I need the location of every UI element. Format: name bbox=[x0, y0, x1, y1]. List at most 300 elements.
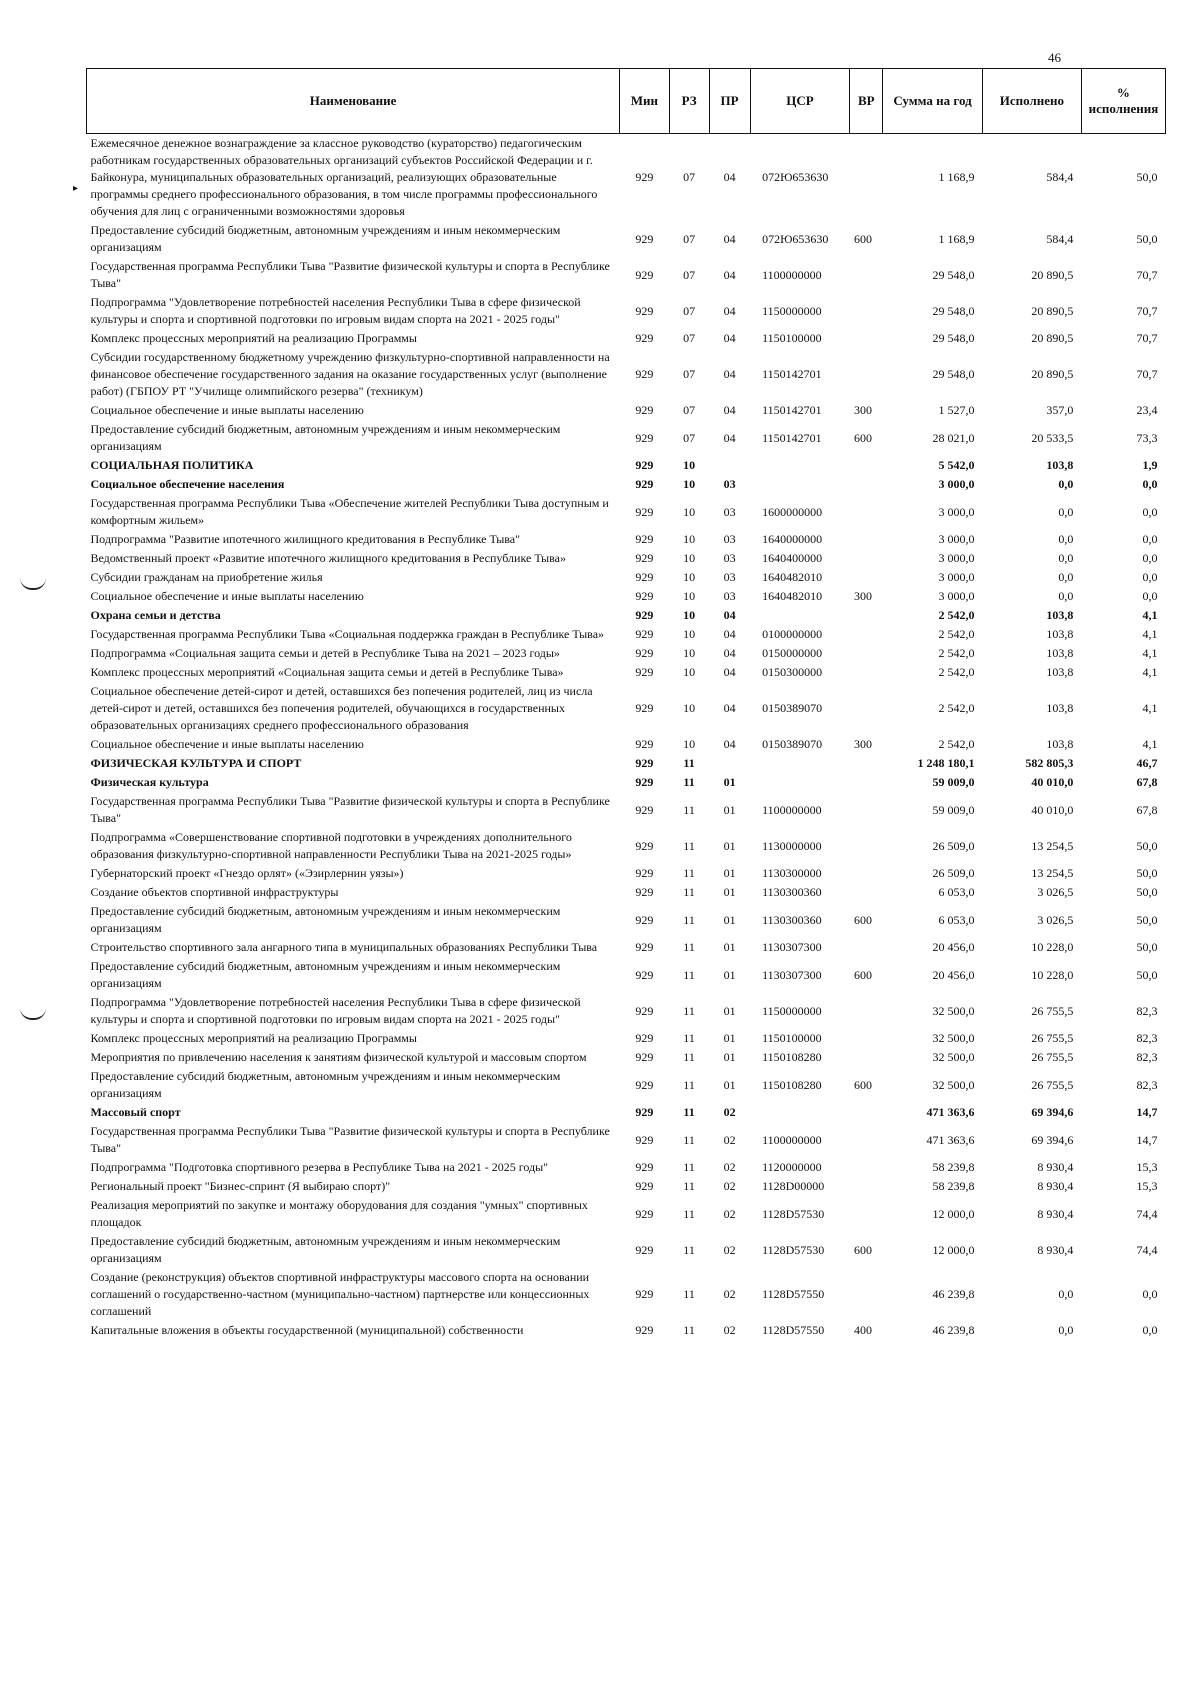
cell-sum: 2 542,0 bbox=[938, 608, 975, 622]
cell-min: 929 bbox=[635, 1323, 654, 1337]
cell-sum: 32 500,0 bbox=[932, 1031, 975, 1045]
cell-min: 929 bbox=[635, 1050, 654, 1064]
cell-pr: 01 bbox=[723, 1050, 736, 1064]
cell-sum: 1 168,9 bbox=[938, 170, 975, 184]
cell-pct: 4,1 bbox=[1142, 627, 1158, 641]
cell-sum: 471 363,6 bbox=[926, 1105, 975, 1119]
table-row bbox=[87, 1122, 1166, 1158]
cell-name: СОЦИАЛЬНАЯ ПОЛИТИКА bbox=[90, 458, 254, 472]
cell-vr bbox=[850, 864, 883, 883]
cell-vr bbox=[850, 1196, 883, 1232]
cell-name: Создание объектов спортивной инфраструктуры bbox=[90, 885, 339, 899]
cell-pct: 4,1 bbox=[1142, 701, 1158, 715]
cell-name: Предоставление субсидий бюджетным, автономным учреждениям и иным некоммерческим организациям bbox=[90, 1069, 561, 1100]
cell-pct: 0,0 bbox=[1142, 1323, 1158, 1337]
cell-min: 929 bbox=[635, 1132, 654, 1147]
cell-sum: 32 500,0 bbox=[932, 1050, 975, 1064]
cell-csr: 1150000000 bbox=[762, 303, 822, 318]
table-row bbox=[87, 1103, 1166, 1122]
cell-pr bbox=[709, 456, 750, 475]
cell-csr: 1640400000 bbox=[762, 551, 823, 565]
cell-min: 929 bbox=[635, 403, 654, 417]
cell-pct: 70,7 bbox=[1136, 331, 1158, 345]
cell-sum: 6 053,0 bbox=[938, 885, 975, 899]
cell-vr: 600 bbox=[853, 430, 872, 445]
table-row bbox=[87, 864, 1166, 883]
cell-sum: 29 548,0 bbox=[932, 303, 975, 318]
cell-csr: 072Ю653630 bbox=[762, 170, 829, 184]
cell-min: 929 bbox=[635, 331, 654, 345]
cell-pct: 67,8 bbox=[1136, 802, 1158, 817]
cell-pr: 01 bbox=[723, 967, 736, 982]
table-row bbox=[87, 134, 1166, 222]
cell-name: Предоставление субсидий бюджетным, автономным учреждениям и иным некоммерческим организациям bbox=[90, 223, 561, 254]
cell-sum: 1 248 180,1 bbox=[917, 756, 975, 770]
cell-pct: 4,1 bbox=[1142, 646, 1158, 660]
cell-done: 584,4 bbox=[1046, 231, 1074, 246]
cell-done: 0,0 bbox=[1058, 532, 1074, 546]
cell-vr bbox=[850, 348, 883, 401]
cell-pr: 04 bbox=[723, 608, 736, 622]
cell-vr: 600 bbox=[853, 967, 872, 982]
cell-pr: 04 bbox=[723, 403, 736, 417]
cell-vr bbox=[850, 682, 883, 735]
cell-pct: 0,0 bbox=[1142, 570, 1158, 584]
cell-min: 929 bbox=[635, 608, 654, 622]
cell-name: Подпрограмма "Подготовка спортивного резерва в Республике Тыва на 2021 - 2025 годы" bbox=[90, 1160, 549, 1174]
cell-done: 357,0 bbox=[1046, 403, 1074, 417]
cell-vr bbox=[850, 293, 883, 329]
cell-csr: 0150000000 bbox=[762, 646, 823, 660]
header-rz: РЗ bbox=[669, 69, 709, 134]
cell-done: 8 930,4 bbox=[1037, 1206, 1074, 1221]
cell-rz: 10 bbox=[683, 532, 696, 546]
table-row bbox=[87, 957, 1166, 993]
cell-name: Комплекс процессных мероприятий «Социальная защита семьи и детей в Республике Тыва» bbox=[90, 665, 564, 679]
cell-rz: 10 bbox=[683, 665, 696, 679]
cell-min: 929 bbox=[635, 504, 654, 519]
cell-done: 20 890,5 bbox=[1031, 303, 1074, 318]
cell-min: 929 bbox=[635, 1003, 654, 1018]
cell-name: Социальное обеспечение и иные выплаты населению bbox=[90, 589, 364, 603]
cell-pct: 4,1 bbox=[1142, 737, 1158, 751]
cell-pr: 01 bbox=[723, 1077, 736, 1092]
cell-name: Субсидии гражданам на приобретение жилья bbox=[90, 570, 323, 584]
cell-csr: 1130300360 bbox=[762, 912, 822, 927]
cell-pr: 01 bbox=[723, 1003, 736, 1018]
header-done: Исполнено bbox=[982, 69, 1081, 134]
cell-pct: 70,7 bbox=[1136, 367, 1158, 381]
cell-pr: 04 bbox=[723, 646, 736, 660]
cell-pct: 74,4 bbox=[1136, 1206, 1158, 1221]
cell-sum: 2 542,0 bbox=[938, 665, 975, 679]
cell-csr bbox=[750, 456, 850, 475]
header-csr: ЦСР bbox=[750, 69, 850, 134]
table-row bbox=[87, 348, 1166, 401]
cell-name: Государственная программа Республики Тыва "Развитие физической культуры и спорта в Республике Тыва" bbox=[90, 259, 610, 290]
cell-rz: 11 bbox=[683, 1179, 695, 1193]
cell-csr: 1128D57530 bbox=[762, 1206, 825, 1221]
cell-rz: 11 bbox=[683, 1323, 695, 1337]
table-row bbox=[87, 420, 1166, 456]
cell-pct: 23,4 bbox=[1136, 403, 1158, 417]
table-row bbox=[87, 494, 1166, 530]
cell-name: Государственная программа Республики Тыва «Обеспечение жителей Республики Тыва доступным и комфортным жильем» bbox=[90, 496, 609, 527]
cell-csr bbox=[750, 773, 850, 792]
cell-csr: 0150389070 bbox=[762, 701, 823, 715]
cell-csr: 1128D57530 bbox=[762, 1242, 825, 1257]
budget-table bbox=[86, 68, 1166, 1340]
cell-pct: 82,3 bbox=[1136, 1050, 1158, 1064]
cell-min: 929 bbox=[635, 775, 654, 789]
cell-vr bbox=[850, 549, 883, 568]
cell-min: 929 bbox=[635, 267, 654, 282]
cell-pr: 04 bbox=[723, 701, 736, 715]
cell-name: Предоставление субсидий бюджетным, автономным учреждениям и иным некоммерческим организациям bbox=[90, 904, 561, 935]
cell-csr: 1640000000 bbox=[762, 532, 823, 546]
cell-csr: 1120000000 bbox=[762, 1160, 822, 1174]
cell-done: 3 026,5 bbox=[1037, 912, 1074, 927]
cell-done: 0,0 bbox=[1058, 1323, 1074, 1337]
cell-vr bbox=[850, 475, 883, 494]
cell-vr: 600 bbox=[853, 231, 872, 246]
cell-pr: 03 bbox=[723, 589, 736, 603]
cell-done: 0,0 bbox=[1058, 589, 1074, 603]
cell-pct: 0,0 bbox=[1142, 589, 1158, 603]
cell-sum: 59 009,0 bbox=[932, 775, 975, 789]
cell-done: 0,0 bbox=[1058, 477, 1074, 491]
table-row bbox=[87, 257, 1166, 293]
cell-sum: 3 000,0 bbox=[938, 589, 975, 603]
cell-min: 929 bbox=[635, 1206, 654, 1221]
cell-done: 584,4 bbox=[1046, 170, 1074, 184]
cell-name: Строительство спортивного зала ангарного типа в муниципальных образованиях Республики Тыва bbox=[90, 940, 598, 954]
cell-rz: 10 bbox=[683, 627, 696, 641]
cell-min: 929 bbox=[635, 430, 654, 445]
table-row bbox=[87, 735, 1166, 754]
cell-rz: 07 bbox=[683, 231, 696, 246]
table-row bbox=[87, 606, 1166, 625]
cell-name: Мероприятия по привлечению населения к занятиям физической культурой и массовым спортом bbox=[90, 1050, 587, 1064]
table-row bbox=[87, 549, 1166, 568]
cell-done: 69 394,6 bbox=[1031, 1105, 1074, 1119]
cell-rz: 07 bbox=[683, 170, 696, 184]
cell-min: 929 bbox=[635, 589, 654, 603]
cell-pct: 0,0 bbox=[1142, 1287, 1158, 1301]
cell-vr bbox=[850, 1048, 883, 1067]
cell-done: 40 010,0 bbox=[1031, 802, 1074, 817]
cell-csr: 1150142701 bbox=[762, 403, 822, 417]
cell-csr: 1150100000 bbox=[762, 1031, 822, 1045]
table-row bbox=[87, 682, 1166, 735]
cell-rz: 11 bbox=[683, 1077, 695, 1092]
cell-pct: 50,0 bbox=[1136, 231, 1158, 246]
cell-pr: 02 bbox=[723, 1323, 736, 1337]
cell-vr: 300 bbox=[853, 403, 872, 417]
cell-sum: 12 000,0 bbox=[932, 1242, 975, 1257]
cell-csr: 1100000000 bbox=[762, 1132, 822, 1147]
cell-rz: 10 bbox=[683, 570, 696, 584]
cell-csr: 1100000000 bbox=[762, 267, 822, 282]
cell-vr bbox=[850, 625, 883, 644]
cell-pct: 1,9 bbox=[1142, 458, 1158, 472]
cell-min: 929 bbox=[635, 912, 654, 927]
cell-csr: 1130300360 bbox=[762, 885, 822, 899]
cell-min: 929 bbox=[635, 367, 654, 381]
cell-sum: 32 500,0 bbox=[932, 1003, 975, 1018]
margin-mark bbox=[20, 578, 46, 590]
cell-rz: 07 bbox=[683, 303, 696, 318]
table-row bbox=[87, 587, 1166, 606]
cell-done: 103,8 bbox=[1046, 608, 1074, 622]
cell-min: 929 bbox=[635, 231, 654, 246]
cell-sum: 26 509,0 bbox=[932, 866, 975, 880]
cell-sum: 3 000,0 bbox=[938, 570, 975, 584]
cell-pct: 50,0 bbox=[1136, 866, 1158, 880]
cell-vr bbox=[850, 754, 883, 773]
cell-name: Государственная программа Республики Тыва "Развитие физической культуры и спорта в Республике Тыва" bbox=[90, 794, 610, 825]
table-row bbox=[87, 1177, 1166, 1196]
cell-sum: 29 548,0 bbox=[932, 267, 975, 282]
table-row bbox=[87, 773, 1166, 792]
cell-sum: 3 000,0 bbox=[938, 551, 975, 565]
cell-rz: 10 bbox=[683, 646, 696, 660]
header-pr: ПР bbox=[709, 69, 750, 134]
table-row bbox=[87, 993, 1166, 1029]
cell-done: 10 228,0 bbox=[1031, 940, 1074, 954]
cell-done: 8 930,4 bbox=[1037, 1160, 1074, 1174]
cell-min: 929 bbox=[635, 1105, 654, 1119]
table-row bbox=[87, 644, 1166, 663]
cell-min: 929 bbox=[635, 170, 654, 184]
cell-rz: 11 bbox=[683, 1206, 695, 1221]
cell-rz: 07 bbox=[683, 331, 696, 345]
cell-pct: 50,0 bbox=[1136, 170, 1158, 184]
cell-pr: 01 bbox=[723, 775, 736, 789]
cell-done: 103,8 bbox=[1046, 627, 1074, 641]
cell-rz: 10 bbox=[683, 589, 696, 603]
cell-pr: 04 bbox=[723, 231, 736, 246]
cell-min: 929 bbox=[635, 303, 654, 318]
cell-min: 929 bbox=[635, 551, 654, 565]
cell-vr bbox=[850, 494, 883, 530]
cell-pr: 04 bbox=[723, 665, 736, 679]
cell-pr: 02 bbox=[723, 1179, 736, 1193]
cell-name: Социальное обеспечение и иные выплаты населению bbox=[90, 403, 364, 417]
cell-pct: 82,3 bbox=[1136, 1031, 1158, 1045]
margin-mark bbox=[20, 1008, 46, 1020]
cell-vr bbox=[850, 1268, 883, 1321]
cell-done: 0,0 bbox=[1058, 504, 1074, 519]
cell-rz: 11 bbox=[683, 1132, 695, 1147]
cell-csr bbox=[750, 475, 850, 494]
cell-csr: 1150108280 bbox=[762, 1050, 822, 1064]
cell-done: 26 755,5 bbox=[1031, 1077, 1074, 1092]
cell-pct: 50,0 bbox=[1136, 940, 1158, 954]
cell-min: 929 bbox=[635, 885, 654, 899]
cell-csr bbox=[750, 1103, 850, 1122]
cell-pct: 4,1 bbox=[1142, 665, 1158, 679]
cell-min: 929 bbox=[635, 737, 654, 751]
page-number: 46 bbox=[1048, 50, 1061, 65]
cell-name: Подпрограмма «Социальная защита семьи и детей в Республике Тыва на 2021 – 2023 годы» bbox=[90, 646, 560, 660]
header-name: Наименование bbox=[87, 69, 620, 134]
cell-csr: 0100000000 bbox=[762, 627, 823, 641]
header-pct: % исполнения bbox=[1081, 69, 1165, 134]
cell-name: Создание (реконструкция) объектов спортивной инфраструктуры массового спорта на основании соглашений о государственно-частном (муниципально-частном) партнерстве или концессионных соглашений bbox=[90, 1270, 590, 1318]
cell-min: 929 bbox=[635, 756, 654, 770]
cell-pr: 02 bbox=[723, 1132, 736, 1147]
cell-rz: 11 bbox=[683, 1031, 695, 1045]
cell-rz: 10 bbox=[683, 458, 696, 472]
table-row bbox=[87, 1196, 1166, 1232]
cell-name: Социальное обеспечение детей-сирот и детей, оставшихся без попечения родителей, лиц из числа детей-сирот и детей, оставшихся без попечения родителей, обучающихся в государственных образовательных организациях среднего профессионального образования bbox=[90, 684, 593, 732]
cell-pct: 74,4 bbox=[1136, 1242, 1158, 1257]
table-row bbox=[87, 938, 1166, 957]
table-row bbox=[87, 883, 1166, 902]
header-min: Мин bbox=[620, 69, 669, 134]
cell-name: Социальное обеспечение населения bbox=[90, 477, 285, 491]
cell-rz: 11 bbox=[683, 866, 695, 880]
cell-name: Подпрограмма "Удовлетворение потребностей населения Республики Тыва в сфере физической культуры и спорта и спортивной подготовки по игровым видам спорта на 2021 - 2025 годы" bbox=[90, 995, 581, 1026]
cell-pct: 15,3 bbox=[1136, 1160, 1158, 1174]
cell-pr: 02 bbox=[723, 1206, 736, 1221]
cell-done: 10 228,0 bbox=[1031, 967, 1074, 982]
cell-sum: 1 527,0 bbox=[938, 403, 975, 417]
cell-name: Физическая культура bbox=[90, 775, 209, 789]
cell-name: Подпрограмма "Удовлетворение потребностей населения Республики Тыва в сфере физической культуры и спорта и спортивной подготовки по игровым видам спорта на 2021 - 2025 годы" bbox=[90, 295, 581, 326]
cell-name: Реализация мероприятий по закупке и монтажу оборудования для создания "умных" спортивных площадок bbox=[90, 1198, 588, 1229]
cell-csr: 1128D00000 bbox=[762, 1179, 825, 1193]
cell-rz: 10 bbox=[683, 477, 696, 491]
cell-done: 103,8 bbox=[1046, 458, 1074, 472]
cell-done: 26 755,5 bbox=[1031, 1050, 1074, 1064]
cell-pr bbox=[709, 754, 750, 773]
cell-pct: 73,3 bbox=[1136, 430, 1158, 445]
cell-name: Губернаторский проект «Гнездо орлят» («Эзирлернин уязы») bbox=[90, 866, 404, 880]
table-row bbox=[87, 663, 1166, 682]
cell-rz: 11 bbox=[683, 1105, 695, 1119]
cell-pr: 04 bbox=[723, 367, 736, 381]
cell-done: 20 890,5 bbox=[1031, 367, 1074, 381]
cell-csr: 1640482010 bbox=[762, 570, 823, 584]
cell-rz: 11 bbox=[683, 756, 695, 770]
cell-min: 929 bbox=[635, 940, 654, 954]
cell-csr: 1100000000 bbox=[762, 802, 822, 817]
cell-vr bbox=[850, 792, 883, 828]
cell-vr bbox=[850, 1122, 883, 1158]
cell-name: Ежемесячное денежное вознаграждение за классное руководство (кураторство) педагогическим работникам государственных образовательных организаций субъектов Российской Федерации и г. Байконура, муниципальных образовательных организаций, реализующих образовательные программы среднего профессионального образования, в том числе программы профессионального обучения для лиц с ограниченными возможностями здоровья bbox=[90, 136, 598, 218]
cell-sum: 3 000,0 bbox=[938, 532, 975, 546]
cell-pr: 01 bbox=[723, 885, 736, 899]
table-row bbox=[87, 1158, 1166, 1177]
cell-csr: 1128D57550 bbox=[762, 1287, 825, 1301]
cell-name: Комплекс процессных мероприятий на реализацию Программы bbox=[90, 1031, 417, 1045]
cell-name: ФИЗИЧЕСКАЯ КУЛЬТУРА И СПОРТ bbox=[90, 756, 302, 770]
cell-vr bbox=[850, 329, 883, 348]
cell-vr: 300 bbox=[853, 737, 872, 751]
cell-sum: 12 000,0 bbox=[932, 1206, 975, 1221]
cell-pct: 4,1 bbox=[1142, 608, 1158, 622]
cell-vr bbox=[850, 1029, 883, 1048]
table-row bbox=[87, 828, 1166, 864]
cell-sum: 20 456,0 bbox=[932, 940, 975, 954]
cell-min: 929 bbox=[635, 1179, 654, 1193]
cell-min: 929 bbox=[635, 665, 654, 679]
cell-sum: 3 000,0 bbox=[938, 504, 975, 519]
cell-rz: 11 bbox=[683, 1287, 695, 1301]
cell-pct: 15,3 bbox=[1136, 1179, 1158, 1193]
cell-name: Капитальные вложения в объекты государственной (муниципальной) собственности bbox=[90, 1323, 524, 1337]
cell-pct: 0,0 bbox=[1142, 551, 1158, 565]
cell-done: 582 805,3 bbox=[1025, 756, 1074, 770]
cell-done: 0,0 bbox=[1058, 551, 1074, 565]
cell-pr: 04 bbox=[723, 303, 736, 318]
cell-sum: 28 021,0 bbox=[932, 430, 975, 445]
table-body bbox=[87, 134, 1166, 1341]
cell-sum: 26 509,0 bbox=[932, 838, 975, 853]
cell-pr: 02 bbox=[723, 1287, 736, 1301]
cell-vr bbox=[850, 938, 883, 957]
cell-rz: 07 bbox=[683, 403, 696, 417]
cell-pr: 01 bbox=[723, 940, 736, 954]
cell-csr: 1130307300 bbox=[762, 967, 822, 982]
cell-done: 0,0 bbox=[1058, 1287, 1074, 1301]
cell-vr bbox=[850, 456, 883, 475]
cell-done: 13 254,5 bbox=[1031, 838, 1074, 853]
cell-vr: 600 bbox=[853, 1242, 872, 1257]
cell-csr: 1150000000 bbox=[762, 1003, 822, 1018]
cell-done: 13 254,5 bbox=[1031, 866, 1074, 880]
cell-pr: 01 bbox=[723, 912, 736, 927]
cell-csr: 1600000000 bbox=[762, 504, 823, 519]
cell-pr: 01 bbox=[723, 1031, 736, 1045]
cell-csr: 1128D57550 bbox=[762, 1323, 825, 1337]
cell-pr: 01 bbox=[723, 802, 736, 817]
cell-vr bbox=[850, 1158, 883, 1177]
cell-pct: 46,7 bbox=[1136, 756, 1158, 770]
cell-pr: 04 bbox=[723, 737, 736, 751]
cell-pr: 03 bbox=[723, 570, 736, 584]
cell-name: Предоставление субсидий бюджетным, автономным учреждениям и иным некоммерческим организациям bbox=[90, 959, 561, 990]
cell-done: 0,0 bbox=[1058, 570, 1074, 584]
cell-sum: 1 168,9 bbox=[938, 231, 975, 246]
cell-min: 929 bbox=[635, 570, 654, 584]
cell-done: 103,8 bbox=[1046, 737, 1074, 751]
cell-min: 929 bbox=[635, 1287, 654, 1301]
cell-csr: 1130307300 bbox=[762, 940, 822, 954]
cell-sum: 29 548,0 bbox=[932, 367, 975, 381]
cell-rz: 10 bbox=[683, 737, 696, 751]
cell-rz: 10 bbox=[683, 701, 696, 715]
table-row bbox=[87, 1321, 1166, 1340]
cell-sum: 2 542,0 bbox=[938, 737, 975, 751]
cell-name: Массовый спорт bbox=[90, 1105, 181, 1119]
cell-csr: 072Ю653630 bbox=[762, 231, 829, 246]
cell-csr: 0150389070 bbox=[762, 737, 823, 751]
cell-pct: 82,3 bbox=[1136, 1077, 1158, 1092]
table-row bbox=[87, 625, 1166, 644]
bullet-marker: ▸ bbox=[73, 183, 79, 194]
cell-pr: 02 bbox=[723, 1105, 736, 1119]
cell-done: 26 755,5 bbox=[1031, 1031, 1074, 1045]
cell-pct: 14,7 bbox=[1136, 1105, 1158, 1119]
cell-min: 929 bbox=[635, 866, 654, 880]
header-sum: Сумма на год bbox=[883, 69, 983, 134]
cell-done: 20 890,5 bbox=[1031, 267, 1074, 282]
cell-name: Государственная программа Республики Тыва «Социальная поддержка граждан в Республике Тыва» bbox=[90, 627, 605, 641]
cell-vr bbox=[850, 828, 883, 864]
